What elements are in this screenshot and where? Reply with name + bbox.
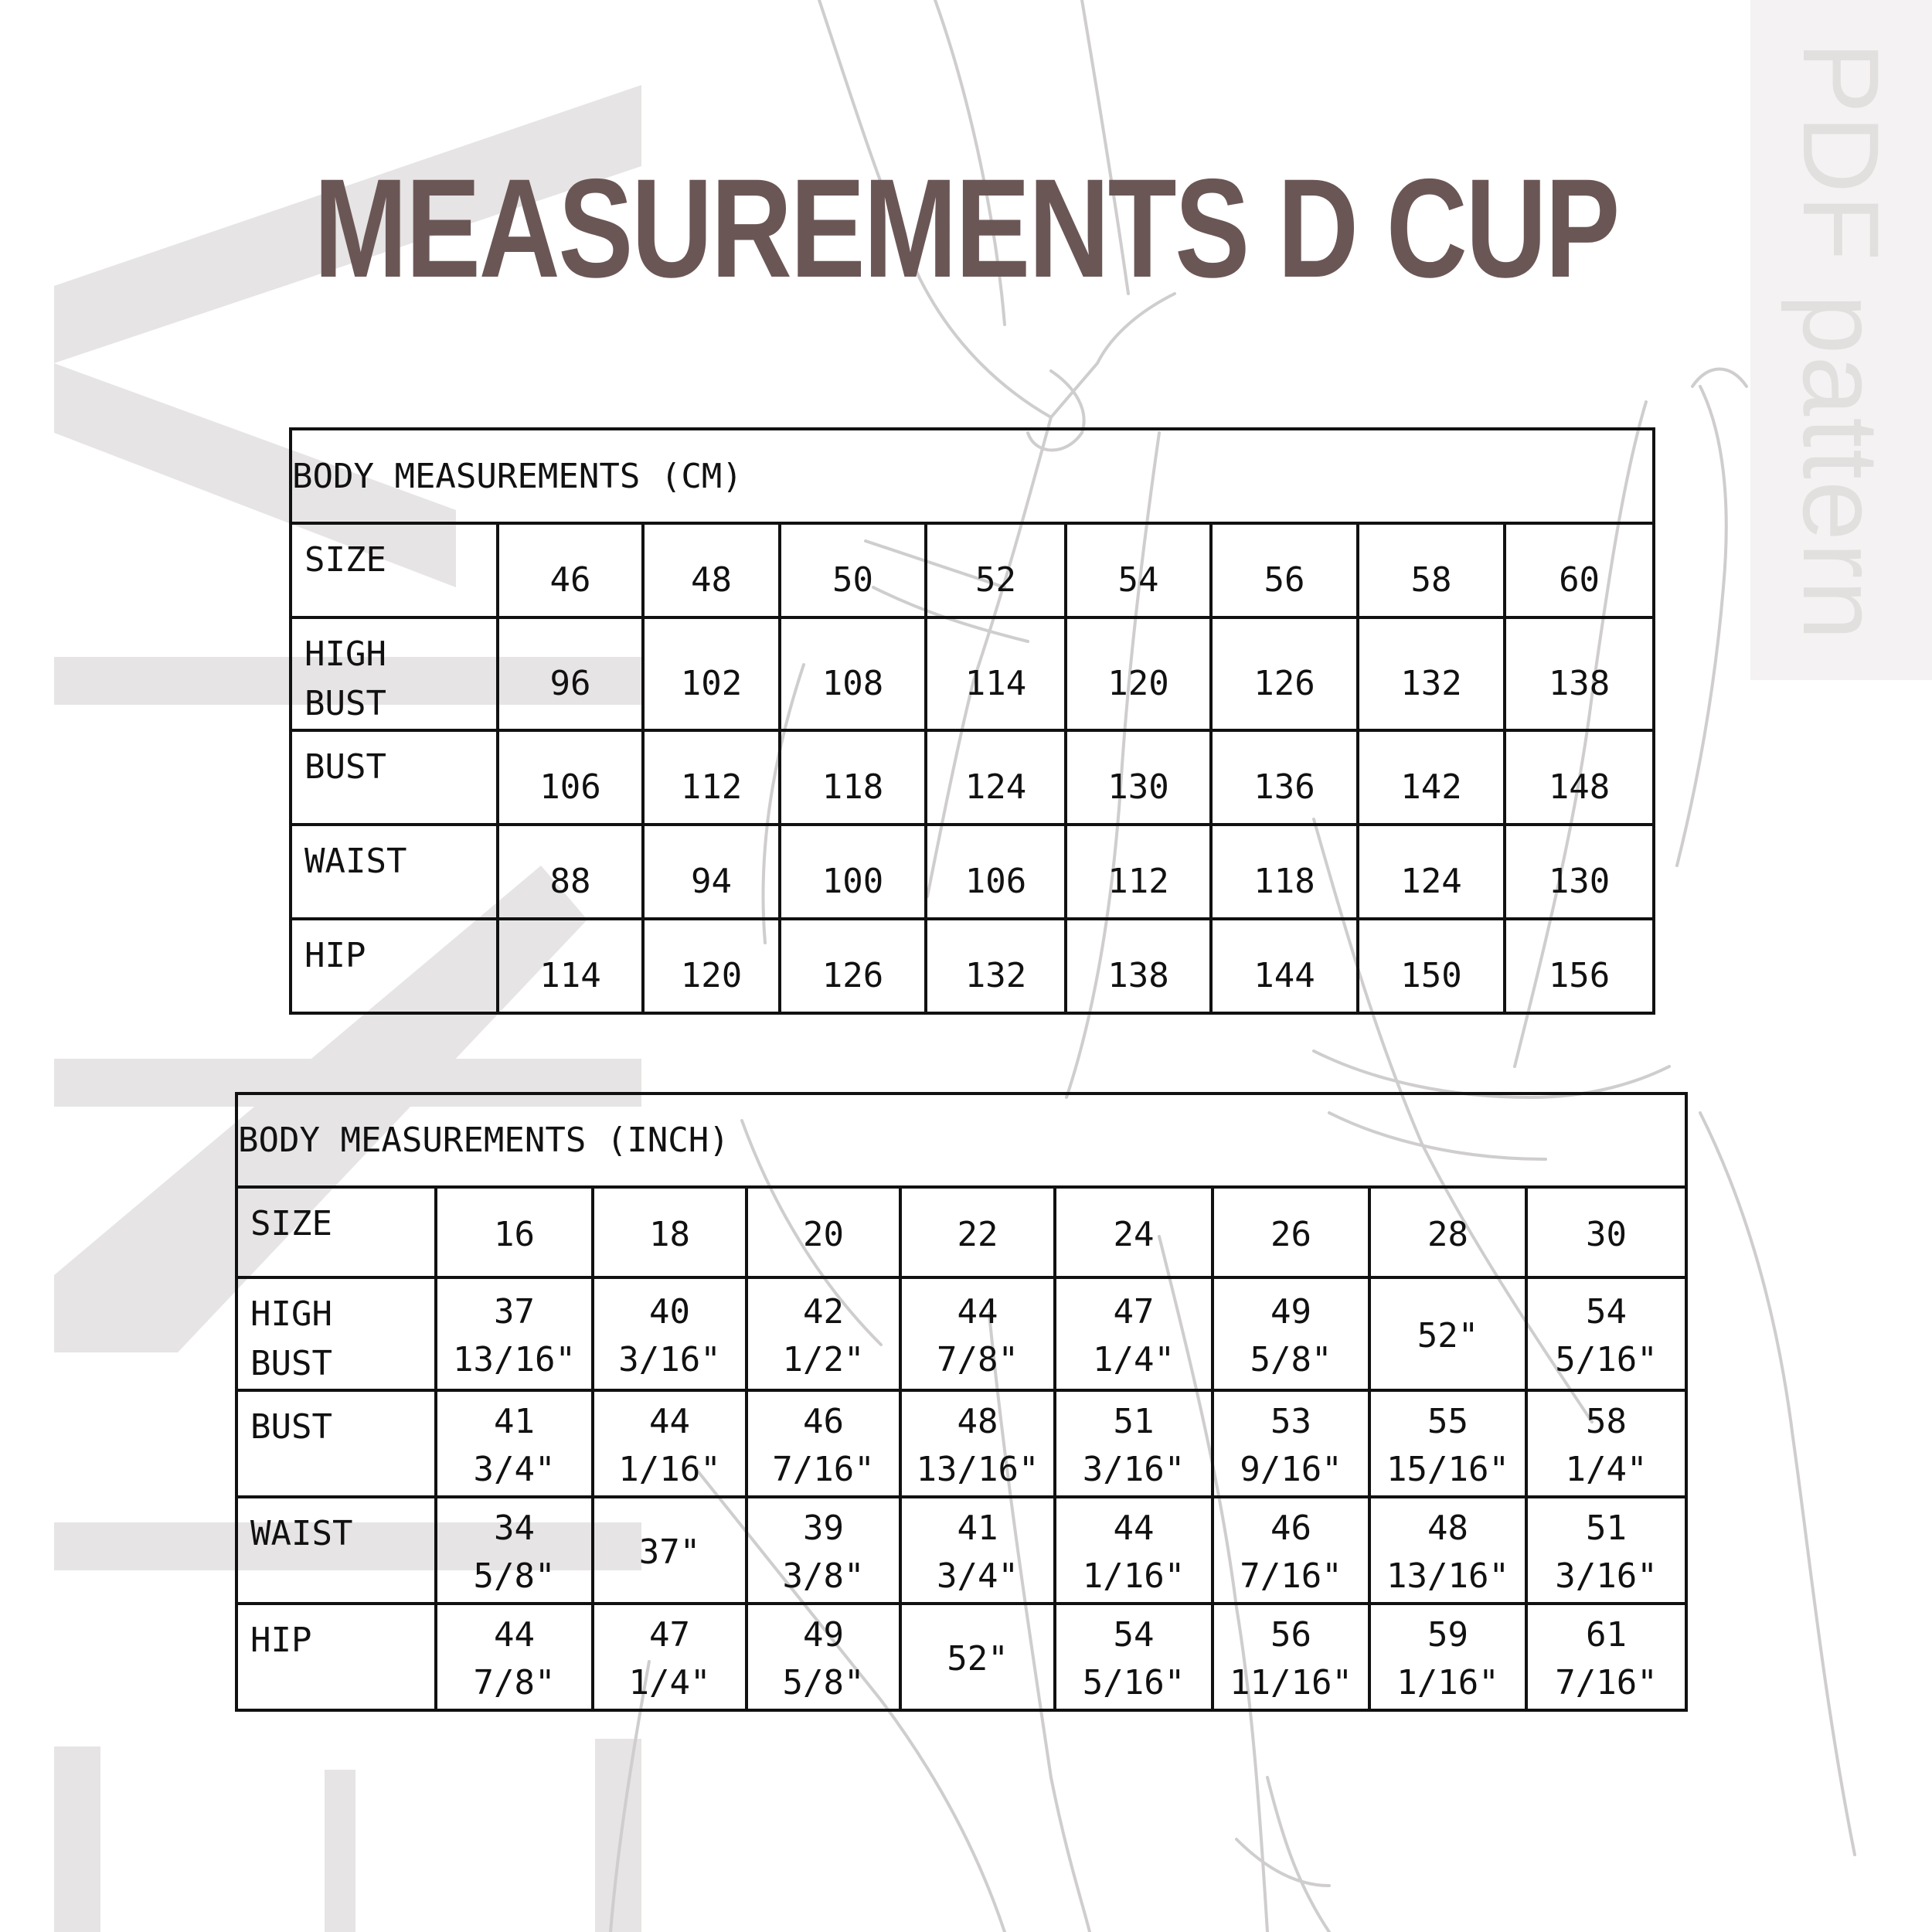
table-cell: 44 1/16" — [593, 1390, 747, 1497]
table-cell: 136 — [1211, 730, 1358, 825]
table-cell: 46 7/16" — [1213, 1497, 1369, 1604]
table-row — [291, 730, 1654, 825]
table-row — [236, 1497, 1686, 1604]
table-cell: 144 — [1211, 919, 1358, 1013]
table-cell: 120 — [1066, 617, 1211, 730]
table-cell: 156 — [1505, 919, 1654, 1013]
table-cell: 39 3/8" — [747, 1497, 900, 1604]
table-cell: 108 — [780, 617, 926, 730]
table-cell: 52 — [926, 523, 1066, 617]
table-cell: 106 — [926, 825, 1066, 919]
table-cell: 60 — [1505, 523, 1654, 617]
table-cell: 44 1/16" — [1055, 1497, 1213, 1604]
table-cell: 18 — [593, 1187, 747, 1277]
inch-measurements-table — [235, 1092, 1688, 1712]
table-cell: 50 — [780, 523, 926, 617]
row-label: BUST — [236, 1390, 436, 1497]
table-cell: 48 — [643, 523, 780, 617]
table-cell: 26 — [1213, 1187, 1369, 1277]
row-label: HIP — [236, 1604, 436, 1710]
cm-measurements-table — [289, 427, 1655, 1015]
row-label: WAIST — [291, 825, 498, 919]
table-cell: 112 — [1066, 825, 1211, 919]
table-caption: BODY MEASUREMENTS (INCH) — [236, 1094, 1686, 1187]
table-cell: 56 11/16" — [1213, 1604, 1369, 1710]
table-cell: 114 — [498, 919, 643, 1013]
table-cell: 54 — [1066, 523, 1211, 617]
table-cell: 130 — [1505, 825, 1654, 919]
table-cell: 58 — [1358, 523, 1505, 617]
table-cell: 40 3/16" — [593, 1277, 747, 1390]
table-cell: 44 7/8" — [436, 1604, 593, 1710]
table-row — [236, 1604, 1686, 1710]
side-tag-text: PDF pattern — [1781, 41, 1902, 642]
table-cell: 96 — [498, 617, 643, 730]
table-row — [291, 919, 1654, 1013]
table-cell: 120 — [643, 919, 780, 1013]
table-cell: 88 — [498, 825, 643, 919]
table-row — [236, 1187, 1686, 1277]
table-cell: 118 — [780, 730, 926, 825]
table-cell: 126 — [780, 919, 926, 1013]
table-cell: 49 5/8" — [1213, 1277, 1369, 1390]
table-cell: 106 — [498, 730, 643, 825]
table-cell: 59 1/16" — [1369, 1604, 1526, 1710]
table-cell: 54 5/16" — [1526, 1277, 1686, 1390]
table-cell: 53 9/16" — [1213, 1390, 1369, 1497]
table-cell: 130 — [1066, 730, 1211, 825]
table-cell: 44 7/8" — [900, 1277, 1055, 1390]
table-cell: 55 15/16" — [1369, 1390, 1526, 1497]
table-cell: 51 3/16" — [1055, 1390, 1213, 1497]
table-cell: 100 — [780, 825, 926, 919]
row-label: HIGH BUST — [236, 1277, 436, 1390]
table-cell: 114 — [926, 617, 1066, 730]
table-cell: 51 3/16" — [1526, 1497, 1686, 1604]
table-cell: 150 — [1358, 919, 1505, 1013]
table-cell: 16 — [436, 1187, 593, 1277]
table-cell: 118 — [1211, 825, 1358, 919]
row-label: SIZE — [291, 523, 498, 617]
table-cell: 94 — [643, 825, 780, 919]
table-cell: 138 — [1066, 919, 1211, 1013]
page-title: MEASUREMENTS D CUP — [314, 149, 1618, 307]
table-cell: 34 5/8" — [436, 1497, 593, 1604]
table-cell: 132 — [926, 919, 1066, 1013]
table-cell: 132 — [1358, 617, 1505, 730]
table-cell: 138 — [1505, 617, 1654, 730]
table-cell: 22 — [900, 1187, 1055, 1277]
table-row — [291, 617, 1654, 730]
row-label: SIZE — [236, 1187, 436, 1277]
table-cell: 30 — [1526, 1187, 1686, 1277]
table-cell: 52" — [900, 1604, 1055, 1710]
table-cell: 28 — [1369, 1187, 1526, 1277]
row-label: BUST — [291, 730, 498, 825]
table-caption: BODY MEASUREMENTS (CM) — [291, 429, 1654, 523]
table-cell: 42 1/2" — [747, 1277, 900, 1390]
table-cell: 124 — [1358, 825, 1505, 919]
row-label: HIP — [291, 919, 498, 1013]
row-label: WAIST — [236, 1497, 436, 1604]
table-cell: 47 1/4" — [1055, 1277, 1213, 1390]
table-cell: 112 — [643, 730, 780, 825]
table-cell: 58 1/4" — [1526, 1390, 1686, 1497]
table-cell: 37" — [593, 1497, 747, 1604]
table-cell: 102 — [643, 617, 780, 730]
table-cell: 126 — [1211, 617, 1358, 730]
table-cell: 48 13/16" — [1369, 1497, 1526, 1604]
table-cell: 56 — [1211, 523, 1358, 617]
table-cell: 46 7/16" — [747, 1390, 900, 1497]
table-cell: 24 — [1055, 1187, 1213, 1277]
table-cell: 148 — [1505, 730, 1654, 825]
table-cell: 48 13/16" — [900, 1390, 1055, 1497]
table-cell: 47 1/4" — [593, 1604, 747, 1710]
table-cell: 54 5/16" — [1055, 1604, 1213, 1710]
table-cell: 52" — [1369, 1277, 1526, 1390]
table-row — [291, 523, 1654, 617]
table-cell: 37 13/16" — [436, 1277, 593, 1390]
table-cell: 61 7/16" — [1526, 1604, 1686, 1710]
table-cell: 124 — [926, 730, 1066, 825]
table-cell: 41 3/4" — [436, 1390, 593, 1497]
table-cell: 46 — [498, 523, 643, 617]
table-row — [236, 1277, 1686, 1390]
table-cell: 41 3/4" — [900, 1497, 1055, 1604]
table-cell: 142 — [1358, 730, 1505, 825]
table-row — [236, 1390, 1686, 1497]
table-cell: 20 — [747, 1187, 900, 1277]
table-cell: 49 5/8" — [747, 1604, 900, 1710]
table-row — [291, 825, 1654, 919]
row-label: HIGH BUST — [291, 617, 498, 730]
